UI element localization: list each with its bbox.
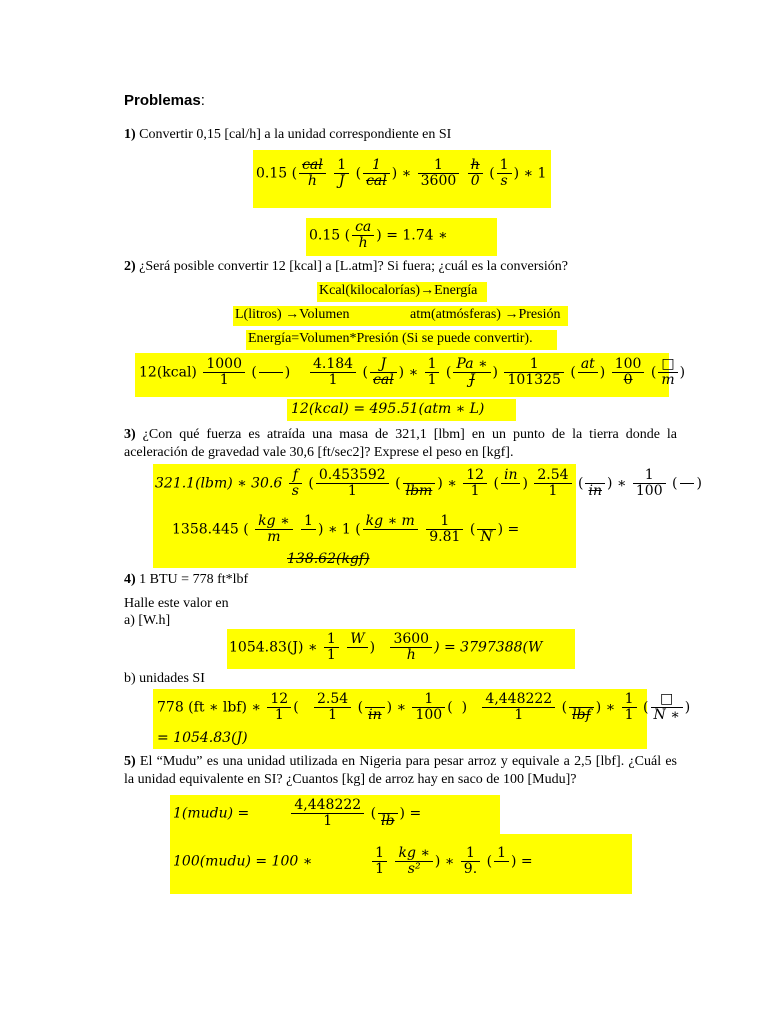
p3-eq1-frac-5 — [534, 468, 571, 499]
halle-line: Halle este valor en — [124, 596, 229, 611]
p4-eqa-frac-2 — [347, 632, 367, 663]
part-a-label: a) [W.h] — [124, 613, 171, 628]
p4-eqb-frac-6-den: lbf — [572, 707, 591, 723]
problem-5-text: El “Mudu” es una unidad utilizada en Nigeria para pesar arroz y equivale a 2,5 [lbf]. ¿Cuál es la unidad equivalente en SI? ¿Cuantos [kg] de arroz hay en saco de 100 [Mudu]? — [124, 754, 677, 787]
problem-5-equation-1: 1(mudu) = $\frac{4,448222}{1}$ ( lb ) = — [173, 797, 422, 829]
problem-3-equation-1: 321.1(lbm) ∗ 30.6 $\frac{f}{s}$ ( $\frac{0.453592}{1}$ ( lbm ) ∗ $\frac{12}{1}$ ( in ) $\frac{2.54}{1}$ ( in ) ∗ $\frac{1}{100}$ ( ) — [155, 467, 702, 499]
p4-eqa-frac-1 — [324, 632, 339, 663]
problem-3-statement — [124, 426, 677, 462]
p1-eq1-tail: ) ∗ 1 — [513, 165, 547, 182]
p1-eq1-frac-5-num: h — [468, 158, 483, 174]
problem-1-text: Convertir 0,15 [cal/h] a la unidad correspondiente en SI — [139, 127, 452, 142]
p1-eq1-frac-6-num: 1 — [497, 158, 512, 174]
p5-eq2-frac-3-num: 1 — [461, 846, 480, 862]
p3-eq2-lead: 1358.445 ( — [172, 521, 249, 538]
p3-eq2-mid: ) ∗ 1 ( — [317, 521, 361, 538]
p5-eq1-frac-2-den: lb — [381, 813, 395, 829]
p2-eq1-frac-8 — [612, 357, 645, 388]
p1-eq1-frac-2-num: 1 — [334, 158, 349, 174]
p4-eqb-frac-4-den: 100 — [415, 707, 443, 723]
p3-eq1-frac-3-num: 12 — [463, 468, 487, 484]
p1-eq2-frac-den: h — [358, 235, 368, 251]
problem-2-equation-2: 12(kcal) = 495.51(atm ∗ L) — [291, 401, 485, 417]
p2-eq1-frac-6-den: 101325 — [507, 372, 561, 388]
p2-eq1-frac-1-num: 1000 — [203, 357, 245, 373]
p3-eq2-frac-4-num — [477, 514, 495, 530]
p2-eq1-frac-8-den: 0 — [623, 372, 633, 388]
p3-eq1-lead: 321.1(lbm) ∗ 30.6 — [155, 475, 283, 492]
p1-eq1-frac-1-num: cal — [299, 158, 326, 174]
part-b-label: b) unidades SI — [124, 671, 205, 686]
page-title-text: Problemas — [124, 92, 201, 109]
p2-eq1-frac-2-num: 4.184 — [310, 357, 356, 373]
p2-eq1-close: ) — [679, 364, 686, 381]
p4-eqb-frac-5-den: 1 — [514, 707, 524, 723]
p3-eq2-frac-2-den — [363, 530, 418, 545]
p2-eq1-frac-3-den: cal — [373, 372, 394, 388]
p2-eq1-frac-4-den: 1 — [427, 372, 437, 388]
p1-eq1-frac-6-den: s — [500, 173, 508, 189]
p3-eq1-frac-2-den: lbm — [405, 483, 433, 499]
p5-eq2-frac-1-den: 1 — [375, 861, 385, 877]
p1-eq1-frac-1 — [299, 158, 326, 189]
page-title-colon: : — [200, 92, 205, 109]
p4-eqb-frac-3 — [365, 692, 385, 723]
p5-eq2-frac-3-den: 9. — [463, 861, 478, 877]
p2-eq1-frac-3 — [370, 357, 397, 388]
p5-eq2-frac-2-den: s² — [407, 861, 421, 877]
p1-eq1-lead: 0.15 — [256, 165, 288, 182]
p4-eqb-frac-8 — [651, 692, 683, 723]
p1-eq1-frac-4-den: 3600 — [420, 173, 457, 189]
p2-eq1-op: ) ∗ — [398, 364, 419, 381]
p4-eqa-frac-2-num: W — [347, 632, 367, 648]
page-title — [124, 92, 205, 109]
p2-eq1-frac-9 — [658, 357, 677, 388]
problem-4-number: 4) — [124, 572, 136, 587]
p5-eq1-frac-2-num — [378, 798, 397, 814]
p3-eq2-frac-2-num: kg ∗ m — [363, 514, 418, 530]
p4-eqb-lead: 778 (ft ∗ lbf) ∗ — [157, 699, 261, 716]
p5-eq1-frac-1-den: 1 — [323, 813, 333, 829]
p4-eqb-frac-5-num: 4,448222 — [482, 692, 555, 708]
p4-eqb-frac-3-num — [365, 692, 385, 708]
p2-eq1-frac-5-num: Pa ∗ — [453, 357, 490, 373]
p3-eq1-blank — [680, 468, 695, 499]
p4-eqa-frac-3-den: h — [406, 647, 416, 663]
p4-eqb-frac-5 — [482, 692, 555, 723]
problem-3-equation-2: 1358.445 ( $\frac{kg ∗}{m}$ 1 ) ∗ 1 ( kg ∗ m $\frac{1}{9.81}$ ( N ) = — [172, 513, 520, 545]
litros-line: L(litros) →Volumen — [235, 307, 350, 322]
p3-eq2-frac-4 — [477, 514, 495, 545]
atm-line: atm(atmósferas) →Presión — [410, 307, 561, 322]
p2-eq1-frac-7 — [578, 357, 598, 388]
p5-eq2-frac-1 — [372, 846, 387, 877]
p4-eqb-frac-7-num: 1 — [622, 692, 637, 708]
p3-eq2-tail: ) = — [497, 521, 520, 538]
p5-eq1-tail: ) = — [399, 805, 422, 822]
p2-eq1-frac-2-den: 1 — [328, 372, 338, 388]
problem-3-text: ¿Con qué fuerza es atraída una masa de 321,1 [lbm] en un punto de la tierra donde la aceleración de gravedad vale 30,6 [ft/sec2]? Exprese el peso en [kgf]. — [124, 427, 678, 460]
p4-eqb-frac-8-den: N ∗ — [653, 707, 680, 723]
p3-eq1-frac-1-num: 0.453592 — [316, 468, 389, 484]
p3-eq2-unit — [255, 514, 292, 545]
p5-eq2-frac-2-num: kg ∗ — [395, 846, 432, 862]
p2-eq1-blank-1 — [259, 357, 283, 388]
p4-eqb-frac-7 — [622, 692, 637, 723]
p3-eq1-frac-1-den: 1 — [347, 483, 357, 499]
problem-5-statement — [124, 753, 677, 789]
p5-eq2-frac-1-num: 1 — [372, 846, 387, 862]
p4-eqb-frac-1 — [267, 692, 291, 723]
p4-eqa-lead: 1054.83(J) ∗ — [229, 639, 318, 656]
p1-eq1-frac-6 — [497, 158, 512, 189]
problem-2-statement — [124, 259, 568, 275]
p5-eq2-frac-3 — [461, 846, 480, 877]
p2-eq1-frac-9-den: m — [661, 372, 675, 388]
p3-eq1-frac-5-num: 2.54 — [534, 468, 571, 484]
p4-eqb-frac-4 — [412, 692, 445, 723]
p3-eq1-frac-4 — [501, 468, 521, 499]
problem-3-result: 138.62(kgf) — [287, 551, 370, 567]
p3-eq2-unit-num: kg ∗ — [255, 514, 292, 530]
p2-eq1-frac-7-num: at — [578, 357, 598, 373]
p5-eq1-lead: 1(mudu) = — [173, 805, 250, 822]
p2-eq1-frac-7-den — [578, 373, 598, 388]
problem-1-number: 1) — [124, 127, 136, 142]
p3-eq2-frac-1-den — [301, 530, 316, 545]
p3-eq2-frac-2 — [363, 514, 418, 545]
p2-eq1-lead: 12(kcal) — [139, 364, 197, 381]
p2-eq1-frac-2 — [310, 357, 356, 388]
p3-eq1-frac-7-num: 1 — [633, 468, 666, 484]
p3-eq2-frac-1 — [301, 514, 316, 545]
problem-1-equation-2: 0.15 ( $\frac{ca}{h}$ ) = 1.74 ∗ — [309, 219, 448, 251]
p4-eqb-frac-1-num: 12 — [267, 692, 291, 708]
p1-eq2-frac-num: ca — [352, 220, 374, 236]
problem-5-equation-2: 100(mudu) = 100 ∗ $\frac{1}{1}$ $\frac{kg ∗}{\text{s²}}$ ) ∗ $\frac{1}{9.}$ ( 1 ) = — [173, 845, 533, 877]
p1-eq1-frac-3-den: cal — [366, 173, 387, 189]
p3-eq2-frac-3 — [426, 514, 463, 545]
p4-eqa-frac-3 — [390, 632, 432, 663]
p4-eqa-frac-3-num: 3600 — [390, 632, 432, 648]
p2-eq1-frac-6 — [504, 357, 563, 388]
p3-eq2-frac-3-den: 9.81 — [429, 529, 461, 545]
p4-eqb-frac-2 — [314, 692, 351, 723]
p5-eq2-frac-4-num: 1 — [494, 846, 509, 862]
p4-eqb-frac-4-num: 1 — [412, 692, 445, 708]
problem-2-equation-1: 12(kcal) $\frac{1000}{1}$ ( ) $\frac{4.184}{1}$ ( $\frac{J}{\text{cal}}$ ) ∗ $\frac{1}{1}$ ( $\frac{Pa ∗}{J}$ ) $\frac{1}{101325}$ ( at ) $\frac{100}{0}$ ( $\frac{□}{m}$ ) — [139, 356, 686, 388]
p2-eq1-frac-1 — [203, 357, 245, 388]
p1-eq1-frac-1-den: h — [307, 173, 317, 189]
p3-eq1-unit — [289, 468, 302, 499]
p1-eq1-frac-5 — [468, 158, 483, 189]
problem-2-number: 2) — [124, 259, 136, 274]
problem-2-text: ¿Será posible convertir 12 [kcal] a [L.atm]? Si fuera; ¿cuál es la conversión? — [139, 259, 568, 274]
p5-eq1-frac-1-num: 4,448222 — [291, 798, 364, 814]
p1-eq1-frac-4-num: 1 — [418, 158, 460, 174]
p2-eq1-frac-4-num: 1 — [425, 357, 440, 373]
p2-eq1-frac-1-den: 1 — [219, 372, 229, 388]
p3-eq1-frac-6-den: in — [588, 483, 602, 499]
p1-eq1-op: ) ∗ — [391, 165, 412, 182]
p3-eq2-unit-den: m — [267, 529, 281, 545]
p5-eq2-tail: ) = — [510, 853, 533, 870]
p3-eq1-frac-4-den — [501, 484, 521, 499]
p3-eq2-frac-4-den: N — [480, 529, 493, 545]
p3-eq1-frac-1 — [316, 468, 389, 499]
p3-eq1-frac-5-den: 1 — [548, 483, 558, 499]
p1-eq1-frac-3-num: 1 — [363, 158, 390, 174]
p3-eq1-frac-4-num: in — [501, 468, 521, 484]
problem-1-statement — [124, 127, 451, 143]
p4-eqa-frac-1-den: 1 — [326, 647, 336, 663]
p4-eqa-frac-2-den — [347, 648, 367, 663]
problem-4-statement — [124, 572, 248, 588]
p3-eq1-frac-2 — [403, 468, 436, 499]
p1-eq1-frac-2-den: J — [338, 173, 345, 189]
p1-eq1-frac-2 — [334, 158, 349, 189]
p2-eq1-frac-3-num: J — [370, 357, 397, 373]
problem-1-equation-1: 0.15 ( $\frac{\text{cal}}{h}$ $\frac{1}{J}$ ( $\frac{1}{\text{cal}}$ ) ∗ $\frac{1}{3600}$ $\frac{h}{0}$ ( $\frac{1}{s}$ ) ∗ 1 — [256, 157, 547, 189]
p3-eq1-frac-3 — [463, 468, 487, 499]
p1-eq2-lead: 0.15 — [309, 227, 341, 244]
problem-3-number: 3) — [124, 427, 136, 442]
p5-eq2-frac-2 — [395, 846, 432, 877]
p3-eq1-frac-6 — [585, 468, 605, 499]
p4-eqb-frac-7-den: 1 — [624, 707, 634, 723]
p5-eq1-frac-2 — [378, 798, 397, 829]
p4-eqa-frac-1-num: 1 — [324, 632, 339, 648]
p2-eq1-frac-4 — [425, 357, 440, 388]
p4-eqb-frac-2-num: 2.54 — [314, 692, 351, 708]
p2-eq1-frac-9-num: □ — [658, 357, 677, 373]
p1-eq1-frac-5-den: 0 — [470, 173, 480, 189]
kcal-line: Kcal(kilocalorías)→Energía — [319, 283, 478, 298]
p3-eq1-frac-6-num — [585, 468, 605, 484]
p4-eqb-frac-3-den: in — [368, 707, 382, 723]
p3-eq2-frac-1-num: 1 — [301, 514, 316, 530]
p2-eq1-frac-8-num: 100 — [612, 357, 645, 373]
p5-eq2-frac-4 — [494, 846, 509, 877]
p5-eq2-frac-4-den — [494, 862, 509, 877]
p1-eq2-result: ) = 1.74 ∗ — [376, 227, 448, 244]
problem-4-equation-a: 1054.83(J) ∗ $\frac{1}{1}$ W ) $\frac{3600}{h}$ ) = 3797388(W — [229, 631, 543, 663]
p1-eq1-frac-4 — [418, 158, 460, 189]
p1-eq2-frac — [352, 220, 374, 251]
p3-eq1-unit-den: s — [291, 483, 299, 499]
p4-eqb-frac-1-den: 1 — [274, 707, 284, 723]
p5-eq2-lead: 100(mudu) = 100 ∗ — [173, 853, 313, 870]
p4-eqb-frac-8-num: □ — [651, 692, 683, 708]
p4-eqa-result: ) = 3797388(W — [434, 639, 543, 656]
p2-eq1-frac-6-num: 1 — [504, 357, 563, 373]
problem-4-text: 1 BTU = 778 ft*lbf — [139, 572, 249, 587]
p5-eq1-frac-1 — [291, 798, 364, 829]
p3-eq1-unit-num: f — [289, 468, 302, 484]
problem-5-number: 5) — [124, 754, 136, 769]
p3-eq1-frac-2-num — [403, 468, 436, 484]
p2-eq1-frac-5-den: J — [469, 372, 475, 388]
p2-eq1-frac-5 — [453, 357, 490, 388]
problem-4-equation-b: 778 (ft ∗ lbf) ∗ $\frac{12}{1}$ ( $\frac{2.54}{1}$ ( in ) ∗ $\frac{1}{100}$ ( ) $\frac{4,448222}{1}$ ( lbf ) ∗ $\frac{1}{1}$ ( $\frac{□}{N ∗}$ ) — [157, 691, 691, 723]
p3-eq1-frac-7-den: 100 — [635, 483, 663, 499]
problem-4-equation-b-line-2: = 1054.83(J) — [157, 730, 248, 746]
p1-eq1-frac-3 — [363, 158, 390, 189]
p3-eq1-frac-3-den: 1 — [470, 483, 480, 499]
p3-eq1-frac-7 — [633, 468, 666, 499]
p4-eqb-frac-6-num — [569, 692, 594, 708]
p3-eq2-frac-3-num: 1 — [426, 514, 463, 530]
p4-eqb-frac-2-den: 1 — [328, 707, 338, 723]
energy-line: Energía=Volumen*Presión (Si se puede convertir). — [248, 331, 533, 346]
p4-eqb-frac-6 — [569, 692, 594, 723]
